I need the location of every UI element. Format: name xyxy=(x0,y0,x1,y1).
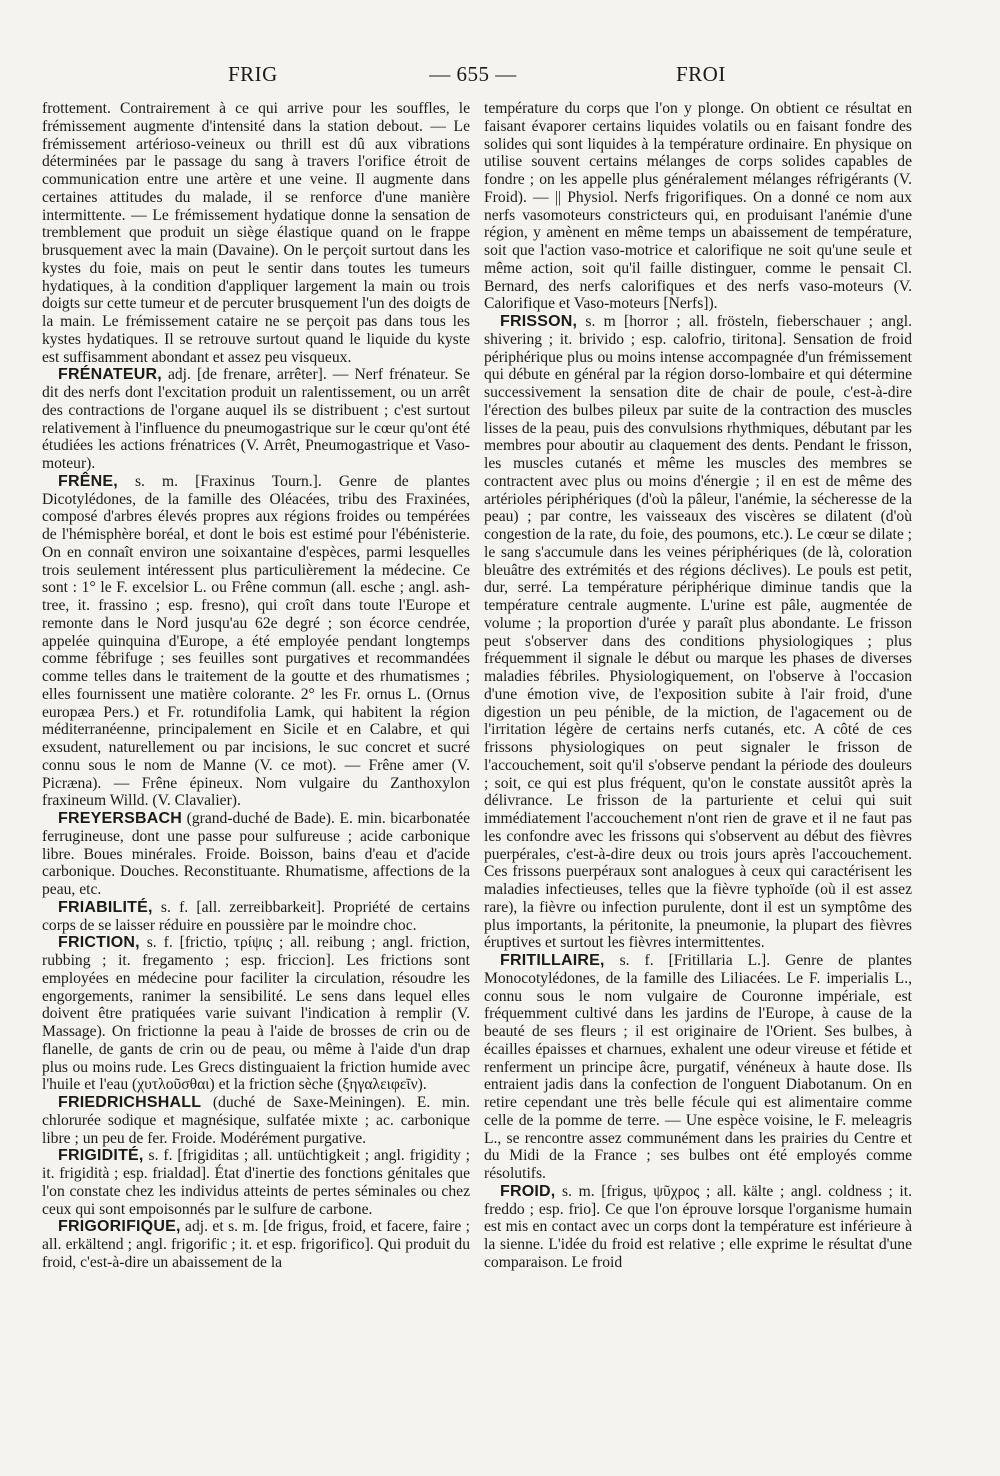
entry-text: adj. [de frenare, arrêter]. — Nerf frénateur. Se dit des nerfs dont l'excitation produit un ralentissement, ou un arrêt des contractions de l'organe auquel ils se distribuent ; c'est surtout relativement à l'influence du pneumogastrique sur le cœur qu'ont été étudiées les actions frénatrices (V. Arrêt, Pneumogastrique et Vaso-moteur). xyxy=(42,366,470,472)
right-column xyxy=(484,100,912,1272)
entry-headword: FRICTION, xyxy=(58,934,140,952)
entry-text: (grand-duché de Bade). E. min. bicarbonatée ferrugineuse, dont une passe pour sulfureuse ; acide carbonique libre. Boues minérales. Froide. Boisson, bains d'eau et d'acide carbonique. Douches. Reconstituante. Rhumatisme, affections de la peau, etc. xyxy=(42,810,470,898)
left-column xyxy=(42,100,470,1272)
entry-text: s. f. [frigiditas ; all. untüchtigkeit ; angl. frigidity ; it. frigidità ; esp. frialdad]. État d'inertie des fonctions génitales que l'on constate chez les individus atteints de pertes séminales ou chez ceux qui sont empoisonnés par le sulfure de carbone. xyxy=(42,1147,470,1218)
entry-headword: FRÉNATEUR, xyxy=(58,366,162,384)
entry-text: s. f. [Fritillaria L.]. Genre de plantes Monocotylédones, de la famille des Liliacées. Le F. imperialis L., connu sous le nom vulgaire de Couronne impériale, est fréquemment cultivé dans les jardins de l'Europe, à cause de la beauté de ses fleurs ; il est originaire de l'Orient. Ses bulbes, à écailles épaisses et charnues, exhalent une odeur vireuse et fétide et renferment un principe âcre, purgatif, vénéneux à haute dose. Ils entraient jadis dans la confection de l'onguent Diabotanum. On en retire cependant une très belle fécule qui est alimentaire comme celle de la pomme de terre. — Une espèce voisine, le F. meleagris L., se rencontre assez communément dans les prairies du Centre et du Midi de la France ; ses bulbes ont été employés comme résolutifs. xyxy=(484,952,912,1182)
entry-text: (duché de Saxe-Meiningen). E. min. chlorurée sodique et magnésique, sulfatée mixte ; ac. carbonique libre ; un peu de fer. Froide. Modérément purgative. xyxy=(42,1094,470,1147)
entry-headword: FRIABILITÉ, xyxy=(58,898,153,916)
entry-headword: FREYERSBACH xyxy=(58,810,182,827)
entry-friedrichshall xyxy=(42,1094,470,1147)
entry-friabilite xyxy=(42,899,470,935)
entry-text: s. f. [all. zerreibbarkeit]. Propriété de certains corps de se laisser réduire en poussière par le moindre choc. xyxy=(42,898,470,934)
entry-text: s. m. [Fraxinus Tourn.]. Genre de plantes Dicotylédones, de la famille des Oléacées, tribu des Fraxinées, composé d'arbres élevés propres aux régions froides ou tempérées de l'hémisphère boréal, et dont le bois est estimé pour l'ébénisterie. On en connaît environ une soixantaine d'espèces, parmi lesquelles trois seulement intéressent plus particulièrement la médecine. Ce sont : 1° le F. excelsior L. ou Frêne commun (all. esche ; angl. ash-tree, it. frassino ; esp. fresno), qui croît dans toute l'Europe et remonte dans le Nord jusqu'au 62e degré ; son écorce cendrée, appelée quinquina d'Europe, a été employée pendant longtemps comme fébrifuge ; ses feuilles sont purgatives et recommandées comme telles dans le traitement de la goutte et des rhumatismes ; elles fournissent une matière colorante. 2° les Fr. ornus L. (Ornus europæa Pers.) et Fr. rotundifolia Lamk, qui habitent la région méditerranéenne, principalement en Sicile et en Calabre, et qui exsudent, naturellement ou par incisions, le suc concret et sucré connu sous le nom de Manne (V. ce mot). — Frêne amer (V. Picræna). — Frêne épineux. Nom vulgaire du Zanthoxylon fraxineum Willd. (V. Clavalier). xyxy=(42,472,470,810)
running-head-left: FRIG xyxy=(228,62,278,86)
entry-text: s. m. [frigus, ψῦχρος ; all. kälte ; angl. coldness ; it. freddo ; esp. frio]. Ce que l'on éprouve lorsque l'organisme humain est mis en contact avec un corps dont la température est inférieure à la sienne. L'idée du froid est relative ; elle exprime le résultat d'une comparaison. Le froid xyxy=(484,1182,912,1271)
page-header xyxy=(0,62,1000,92)
entry-headword: FROID, xyxy=(500,1182,556,1200)
entry-headword: FRIGIDITÉ, xyxy=(58,1147,144,1165)
entry-continuation xyxy=(484,100,912,313)
entry-text: frottement. Contrairement à ce qui arrive pour les souffles, le frémissement augmente d'intensité dans la station debout. — Le frémissement artérioso-veineux ou thrill est dû aux vibrations déterminées par le passage du sang à travers l'orifice étroit de communication entre une artère et une veine. Il augmente dans certaines attitudes du malade, il se renforce d'une manière intermittente. — Le frémissement hydatique donne la sensation de tremblement que produit un siège élastique quand on le frappe brusquement avec la main (Davaine). On le perçoit surtout dans les kystes du foie, mais on peut le sentir dans toutes les tumeurs hydatiques, à la condition d'appliquer largement la main ou trois doigts sur cette tumeur et de percuter brusquement l'un des doigts de la main. Le frémissement cataire ne se perçoit pas dans tous les kystes hydatiques. Il se retrouve surtout quand le liquide du kyste est suffisamment abondant et assez peu visqueux. xyxy=(42,100,470,366)
entry-headword: FRÊNE, xyxy=(58,472,118,490)
entry-headword: FRISSON, xyxy=(500,313,578,330)
entry-text: adj. et s. m. [de frigus, froid, et facere, faire ; all. erkältend ; angl. frigorific ; it. et esp. frigorifico]. Qui produit du froid, c'est-à-dire un abaissement de la xyxy=(42,1218,471,1271)
entry-headword: FRIGORIFIQUE, xyxy=(58,1218,181,1236)
entry-friction xyxy=(42,934,470,1094)
entry-frisson xyxy=(484,313,912,952)
entry-text: s. m [horror ; all. frösteln, fieberschauer ; angl. shivering ; it. brivido ; esp. calofrio, tiritona]. Sensation de froid périphérique plus ou moins intense accompagnée d'un frémissement qui débute en général par la région dorso-lombaire et qui détermine successivement la sensation dite de chair de poule, c'est-à-dire l'érection des bulbes pileux par suite de la contraction des muscles lisses de la peau, puis des convulsions rhythmiques, débutant par les membres pour aboutir au claquement des dents. Pendant le frisson, les muscles cutanés et même les muscles des membres se contractent avec plus ou moins d'énergie ; il en est de même des artérioles périphériques (d'où la pâleur, l'anémie, la sécheresse de la peau) ; par contre, les vaisseaux des viscères se dilatent (d'où congestion de la rate, du foie, des poumons, etc.). Le cœur se dilate ; le sang s'accumule dans les veines périphériques (de là, coloration bleuâtre des extrémités et des régions déclives). Le pouls est petit, dur, serré. La température périphérique diminue tandis que la température centrale augmente. L'urine est pâle, augmentée de volume ; la proportion d'urée y paraît plus abondante. Le frisson peut s'observer dans des conditions physiologiques ; plus fréquemment il signale le début ou marque les phases de diverses maladies fébriles. Physiologiquement, on l'observe à l'occasion d'une émotion vive, de l'exposition subite à l'air froid, d'une digestion un peu pénible, de la miction, de l'agacement ou de l'irritation légère de certains nerfs cutanés, etc. A côté de ces frissons physiologiques on peut signaler le frisson de l'accouchement, soit qu'il s'observe pendant la période des douleurs ; soit, ce qui est plus fréquent, qu'on le constate aussitôt après la délivrance. Le frisson de la parturiente et celui qui suit immédiatement l'accouchement n'ont rien de grave et il ne faut pas les confondre avec les frissons qui s'observent au début des fièvres puerpérales, c'est-à-dire deux ou trois jours après l'accouchement. Ces frissons puerpéraux sont analogues à ceux qui caractérisent les maladies infectieuses, telles que la fièvre typhoïde (où il est assez rare), la fièvre ou infection purulente, dont il est un symptôme des plus importants, la péritonite, la pneumonie, la plupart des fièvres éruptives et surtout les fièvres intermittentes. xyxy=(484,313,912,952)
entry-frigorifique xyxy=(42,1218,470,1271)
entry-fritillaire xyxy=(484,952,912,1183)
entry-frigidite xyxy=(42,1147,470,1218)
running-head-right: FROI xyxy=(676,62,726,86)
entry-froid xyxy=(484,1183,912,1272)
entry-frene xyxy=(42,473,470,810)
entry-freyersbach xyxy=(42,810,470,899)
entry-continuation xyxy=(42,100,470,366)
entry-text: s. f. [frictio, τρίψις ; all. reibung ; angl. friction, rubbing ; it. fregamento ; esp. friccion]. Les frictions sont employées en médecine pour faciliter la circulation, résoudre les engorgements, ranimer la sensibilité. Le sens dans lequel elles doivent être pratiquées varie suivant l'indication à remplir (V. Massage). On frictionne la peau à l'aide de brosses de crin ou de flanelle, de gants de crin ou de peau, ou même à l'aide d'un drap plus ou moins rude. Les Grecs distinguaient la friction humide avec l'huile et l'eau (χυτλοῦσθαι) et la friction sèche (ξηγαλειφεῖν). xyxy=(42,934,470,1094)
page-number: — 655 — xyxy=(429,62,517,86)
entry-frenateur xyxy=(42,366,470,473)
entry-headword: FRIEDRICHSHALL xyxy=(58,1094,202,1111)
entry-text: température du corps que l'on y plonge. On obtient ce résultat en faisant évaporer certains liquides volatils ou en faisant fondre des solides qui sont liquides à la température ordinaire. En physique on utilise souvent certains mélanges de corps solides capables de fondre ; on les appelle plus généralement mélanges réfrigérants (V. Froid). — || Physiol. Nerfs frigorifiques. On a donné ce nom aux nerfs vasomoteurs constricteurs qui, en produisant l'anémie d'une région, y amènent en même temps un abaissement de température, soit que l'action vaso-motrice et calorifique ne soit qu'une seule et même action, soit qu'il faille distinguer, comme le pensait Cl. Bernard, des nerfs calorifiques et des nerfs vaso-moteurs (V. Calorifique et Vaso-moteurs [Nerfs]). xyxy=(484,100,912,313)
entry-headword: FRITILLAIRE, xyxy=(500,952,605,969)
